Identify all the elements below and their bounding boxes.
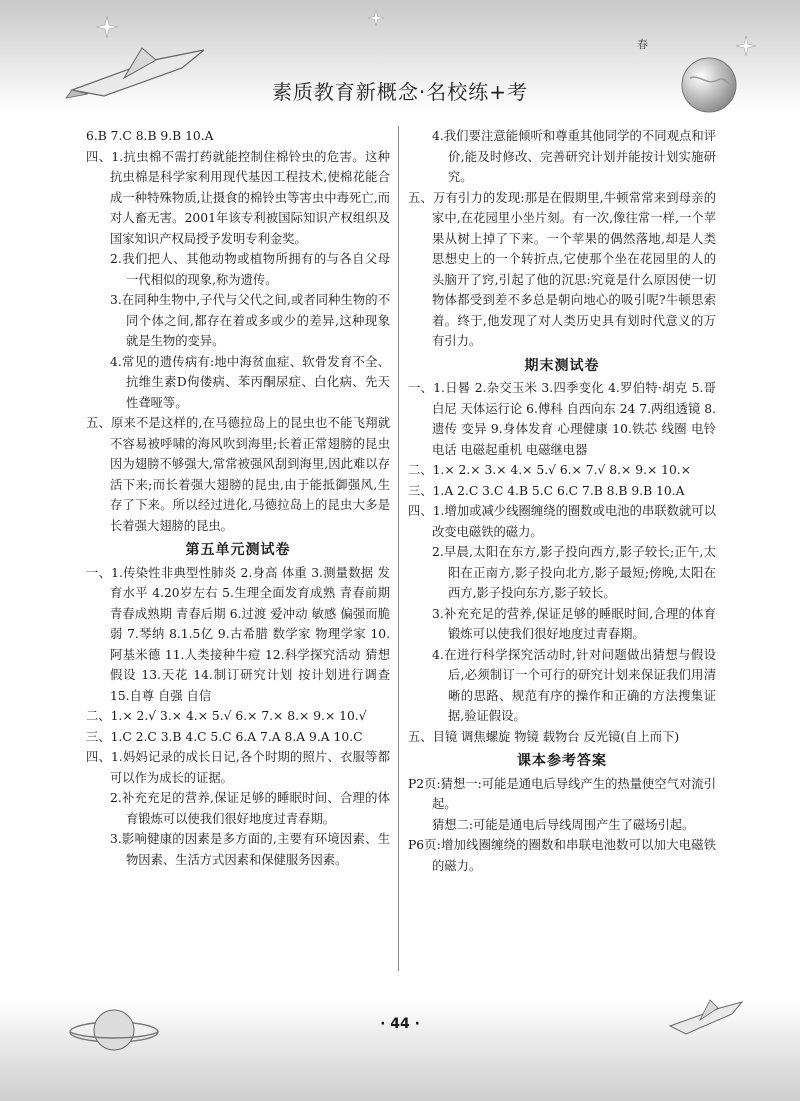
page-title: 素质教育新概念·名校练+考 bbox=[271, 80, 529, 104]
answer-line: 3.补充充足的营养,保证足够的睡眠时间,合理的体育锻炼可以使我们很好地度过青春期。 bbox=[432, 606, 716, 641]
star-icon bbox=[96, 16, 118, 38]
right-middle-answers bbox=[408, 378, 716, 747]
answer-line: 2.我们把人、其他动物或植物所拥有的与各自父母一代相似的现象,称为遗传。 bbox=[110, 252, 390, 287]
star-icon bbox=[368, 10, 384, 26]
section-title: 课本参考答案 bbox=[517, 753, 607, 769]
section-title: 期末测试卷 bbox=[524, 357, 600, 374]
left-bottom-answers bbox=[86, 563, 390, 871]
answer-line: 3.在同种生物中,子代与父代之间,或者同种生物的不同个体之间,都存在着或多或少的差异,这种现象就是生物的变异。 bbox=[110, 293, 390, 348]
season-label: 春 bbox=[637, 38, 648, 51]
answer-line: 一、1.日晷 2.杂交玉米 3.四季变化 4.罗伯特·胡克 5.哥白尼 天体运行论 6.傅科 自西向东 24 7.两组透镜 8.遗传 变异 9.身体发育 心理健康 10.铁芯 线圈 电铃 电话 电磁起重机 电磁继电器 bbox=[408, 381, 716, 457]
answer-line: 2.早晨,太阳在东方,影子投向西方,影子较长;正午,太阳在正南方,影子投向北方,影子最短;傍晚,太阳在西方,影子投向东方,影子较长。 bbox=[432, 545, 716, 600]
left-top-answers bbox=[86, 126, 390, 536]
answer-line: 4.我们要注意能倾听和尊重其他同学的不同观点和评价,能及时修改、完善研究计划并能按计划实施研究。 bbox=[432, 129, 716, 184]
answer-line: 6.B 7.C 8.B 9.B 10.A bbox=[86, 129, 214, 143]
answer-line: 2.补充充足的营养,保证足够的睡眠时间、合理的体育锻炼可以使我们很好地度过青春期。 bbox=[110, 791, 390, 826]
answer-line: 五、原来不是这样的,在马德拉岛上的昆虫也不能飞翔就不容易被呼啸的海风吹到海里;长着正常翅膀的昆虫因为翅膀不够强大,常常被强风刮到海里,因此难以存活下来;而长着强大翅膀的昆虫,由于能抵御强风,生存了下来。所以经过进化,马德拉岛上的昆虫大多是长着强大翅膀的昆虫。 bbox=[86, 416, 390, 533]
answer-line: 4.常见的遗传病有:地中海贫血症、软骨发育不全、抗维生素D佝偻病、苯丙酮尿症、白化病、先天性聋哑等。 bbox=[110, 354, 390, 410]
answer-line: 4.在进行科学探究活动时,针对问题做出猜想与假设后,必须制订一个可行的研究计划来保证我们用清晰的思路、规范有序的操作和正确的方法搜集证据,验证假设。 bbox=[432, 647, 716, 723]
left-column bbox=[86, 126, 390, 870]
answer-line: P6页:增加线圈缠绕的圈数和串联电池数可以加大电磁铁的磁力。 bbox=[408, 838, 716, 873]
answer-line: 二、1.× 2.√ 3.× 4.× 5.√ 6.× 7.× 8.× 9.× 10.√ bbox=[86, 709, 367, 723]
answer-line: 猜想二:可能是通电后导线周围产生了磁场引起。 bbox=[432, 817, 695, 832]
column-divider bbox=[398, 126, 399, 971]
answer-line: P2页:猜想一:可能是通电后导线产生的热量使空气对流引起。 bbox=[408, 776, 716, 811]
right-column bbox=[408, 126, 716, 876]
page-number: · 44 · bbox=[380, 1016, 420, 1032]
answer-line: 五、万有引力的发现:那是在假期里,牛顿常常来到母亲的家中,在花园里小坐片刻。有一次,像往常一样,一个苹果从树上掉了下来。一个苹果的偶然落地,却是人类思想史上的一个转折点,它使那个坐在花园里的人的头脑开了窍,引起了他的沉思:究竟是什么原因使一切物体都受到差不多总是朝向地心的吸引呢?牛顿思索着。终于,他发现了对人类历史具有划时代意义的万有引力。 bbox=[408, 190, 716, 348]
answer-line: 二、1.× 2.× 3.× 4.× 5.√ 6.× 7.√ 8.× 9.× 10.× bbox=[408, 463, 692, 477]
section-title: 第五单元测试卷 bbox=[185, 542, 291, 558]
answer-line: 四、1.抗虫棉不需打药就能控制住棉铃虫的危害。这种抗虫棉是科学家利用现代基因工程技术,使棉花能合成一种特殊物质,让摄食的棉铃虫等害虫中毒死亡,而对人畜无害。2001年该专利被国际知识产权组织及国家知识产权局授予发明专利金奖。 bbox=[86, 149, 390, 246]
answer-line: 三、1.A 2.C 3.C 4.B 5.C 6.C 7.B 8.B 9.B 10.A bbox=[408, 483, 685, 498]
answer-line: 四、1.增加或减少线圈缠绕的圈数或电池的串联数就可以改变电磁铁的磁力。 bbox=[408, 504, 716, 539]
answer-line: 三、1.C 2.C 3.B 4.C 5.C 6.A 7.A 8.A 9.A 10.C bbox=[86, 729, 363, 744]
answer-line: 一、1.传染性非典型性肺炎 2.身高 体重 3.测量数据 发育水平 4.20岁左右 5.生理全面发育成熟 青春前期 青春成熟期 青春后期 6.过渡 爱冲动 敏感 偏强而脆弱 7.琴纳 8.1.5亿 9.古希腊 数学家 物理学家 10.阿基米德 11.人类接种牛痘 12.科学探究活动 猜想 假设 13.天花 14.制订研究计划 按计划进行调查 15.自尊 自强 自信 bbox=[86, 565, 390, 703]
star-icon bbox=[736, 36, 756, 56]
answer-line: 四、1.妈妈记录的成长日记,各个时期的照片、衣服等都可以作为成长的证据。 bbox=[86, 750, 390, 785]
right-bottom-answers bbox=[408, 774, 716, 877]
answer-line: 3.影响健康的因素是多方面的,主要有环境因素、生物因素、生活方式因素和保健服务因素。 bbox=[110, 832, 390, 867]
answer-line: 五、目镜 调焦螺旋 物镜 载物台 反光镜(自上而下) bbox=[408, 729, 680, 744]
right-top-answers bbox=[408, 126, 716, 352]
